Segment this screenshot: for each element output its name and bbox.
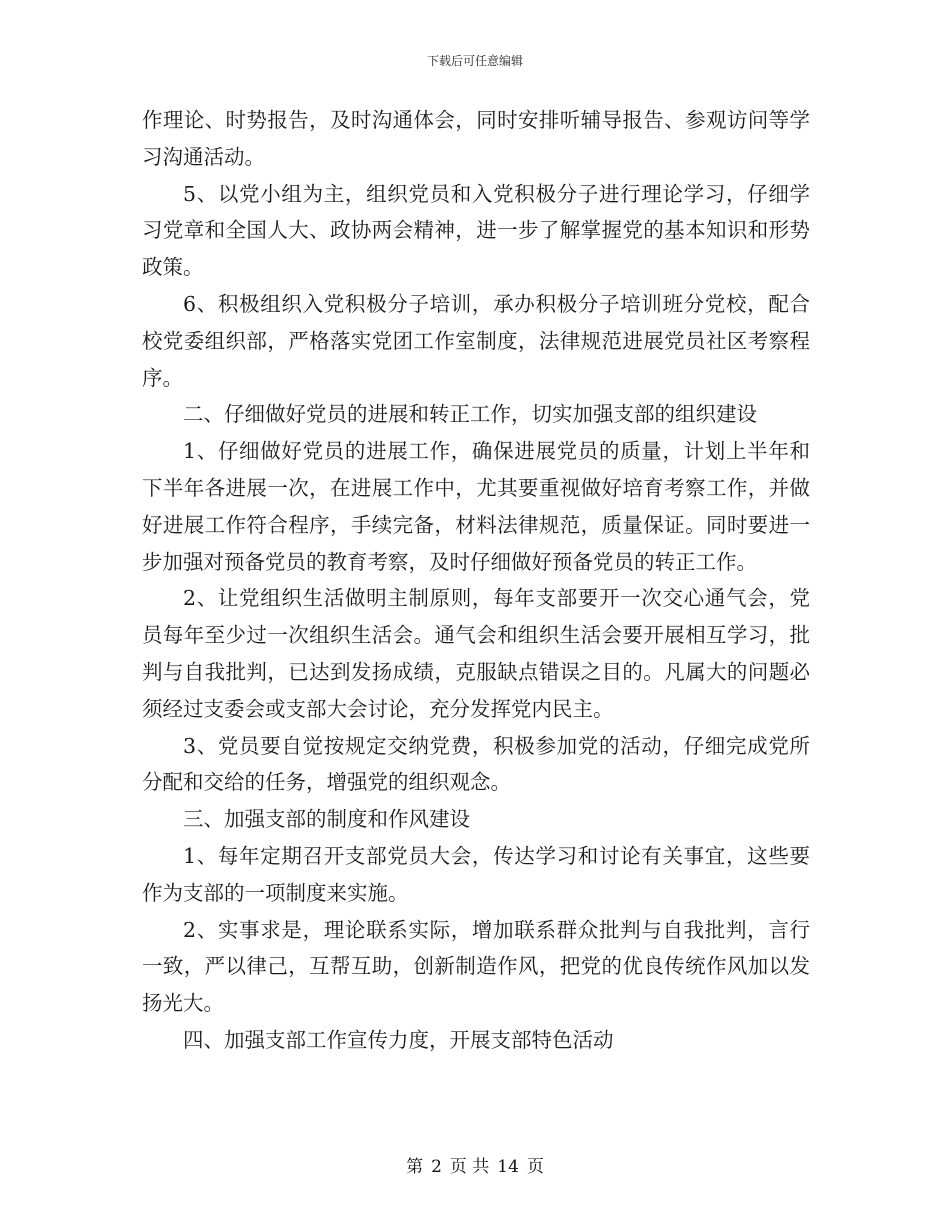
paragraph-5: 2、让党组织生活做明主制原则，每年支部要开一次交心通气会，党员每年至少过一次组织生活会。通气会和组织生活会要开展相互学习，批判与自我批判，已达到发扬成绩，克服缺点错误之目的。凡属大的问题必须经过支委会或支部大会讨论，充分发挥党内民主。 xyxy=(142,586,810,721)
paragraph-1: 作理论、时势报告，及时沟通体会，同时安排听辅导报告、参观访问等学习沟通活动。 xyxy=(142,108,810,169)
paragraph-3: 6、积极组织入党积极分子培训，承办积极分子培训班分党校，配合校党委组织部，严格落实党团工作室制度，法律规范进展党员社区考察程序。 xyxy=(142,291,810,390)
paragraph-4: 1、仔细做好党员的进展工作，确保进展党员的质量，计划上半年和下半年各进展一次，在进展工作中，尤其要重视做好培育考察工作，并做好进展工作符合程序，手续完备，材料法律规范，质量保证。同时要进一步加强对预备党员的教育考察，及时仔细做好预备党员的转正工作。 xyxy=(142,439,810,574)
paragraph-2: 5、以党小组为主，组织党员和入党积极分子进行理论学习，仔细学习党章和全国人大、政协两会精神，进一步了解掌握党的基本知识和形势政策。 xyxy=(142,181,810,280)
page-header: 下载后可任意编辑 xyxy=(426,54,523,68)
section-heading-2: 二、仔细做好党员的进展和转正工作，切实加强支部的组织建设 xyxy=(183,402,757,427)
paragraph-7: 1、每年定期召开支部党员大会，传达学习和讨论有关事宜，这些要作为支部的一项制度来实施。 xyxy=(142,843,810,905)
section-heading-3: 三、加强支部的制度和作风建设 xyxy=(183,807,470,832)
section-heading-4: 四、加强支部工作宣传力度，开展支部特色活动 xyxy=(183,1027,614,1052)
page-footer xyxy=(0,1152,950,1177)
footer-prefix: 第 xyxy=(406,1157,424,1177)
footer-suffix: 页 xyxy=(526,1157,544,1177)
page-number: 2 xyxy=(431,1157,442,1177)
page-total: 14 xyxy=(497,1157,519,1177)
document-body xyxy=(142,102,810,1059)
paragraph-6: 3、党员要自觉按规定交纳党费，积极参加党的活动，仔细完成党所分配和交给的任务，增强党的组织观念。 xyxy=(142,733,810,795)
paragraph-8: 2、实事求是，理论联系实际，增加联系群众批判与自我批判，言行一致，严以律己，互帮互助，创新制造作风，把党的优良传统作风加以发扬光大。 xyxy=(142,917,810,1016)
footer-middle: 页 共 xyxy=(449,1157,490,1177)
